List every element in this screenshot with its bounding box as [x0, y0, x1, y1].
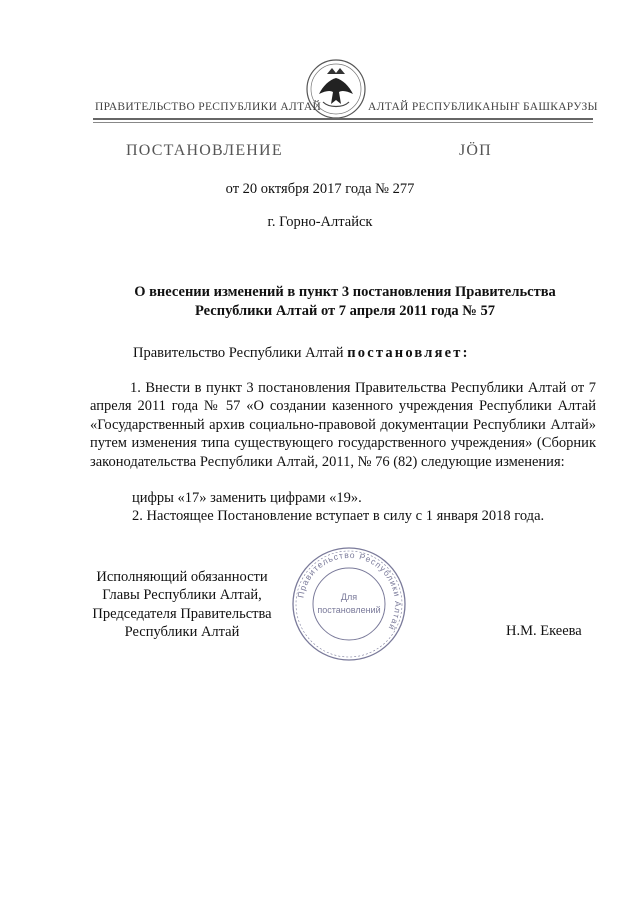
- intro-paragraph: [133, 344, 470, 362]
- header-divider-thin: [93, 122, 593, 123]
- signatory-line-3: Председателя Правительства: [92, 605, 272, 622]
- signatory-title: [82, 568, 282, 642]
- paragraph-1: 1. Внести в пункт 3 постановления Правительства Республики Алтай от 7 апреля 2011 года № 57 «О создании казенного учреждения Республики Алтай «Государственный архив социально-правовой документации Республики Алтай» путем изменения типа существующего государственного учреждения» (Сборник законодательства Республики Алтай, 2011, № 76 (82) следующие изменения:: [90, 380, 596, 470]
- paragraph-2: 2. Настоящее Постановление вступает в силу с 1 января 2018 года.: [132, 508, 545, 524]
- document-title: [95, 283, 595, 321]
- doc-type-alt: ЈӦП: [459, 142, 492, 159]
- title-line-2: Республики Алтай от 7 апреля 2011 года № 57: [195, 303, 495, 319]
- header-divider: [93, 118, 593, 120]
- document-date-number: от 20 октября 2017 года № 277: [225, 181, 415, 197]
- doc-type-ru: ПОСТАНОВЛЕНИЕ: [126, 142, 283, 159]
- stamp-outer-text: Правительство Республики Алтай: [295, 549, 404, 633]
- paragraph-1-continuation: цифры «17» заменить цифрами «19».: [132, 490, 362, 506]
- stamp-inner-line-2: постановлений: [317, 605, 381, 615]
- signatory-line-2: Главы Республики Алтай,: [102, 587, 262, 604]
- signatory-line-1: Исполняющий обязанности: [96, 569, 268, 585]
- document-city: г. Горно-Алтайск: [267, 214, 373, 230]
- signatory-line-4: Республики Алтай: [124, 624, 240, 641]
- stamp-inner-line-1: Для: [340, 592, 358, 602]
- title-line-1: О внесении изменений в пункт 3 постановления Правительства: [134, 284, 556, 300]
- official-stamp: [290, 545, 408, 663]
- stamp-graphic: [290, 545, 408, 663]
- signatory-name: Н.М. Екеева: [506, 623, 582, 639]
- intro-keyword: постановляет:: [347, 345, 470, 361]
- header-org-left: ПРАВИТЕЛЬСТВО РЕСПУБЛИКИ АЛТАЙ: [95, 101, 322, 113]
- header-org-right: АЛТАЙ РЕСПУБЛИКАНЫҤ БАШКАРУЗЫ: [368, 101, 598, 113]
- intro-prefix: Правительство Республики Алтай: [133, 345, 348, 361]
